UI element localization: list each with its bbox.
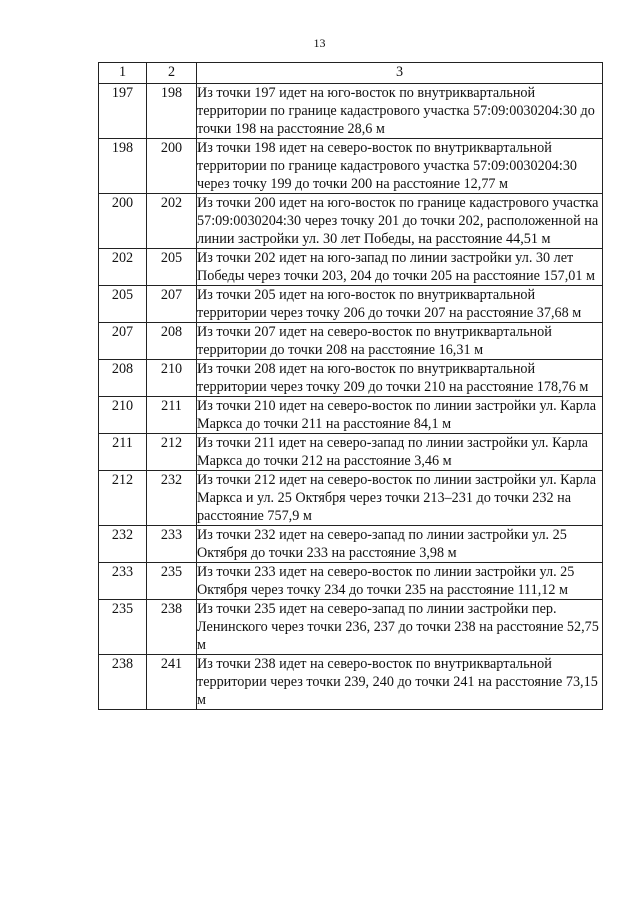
table-row <box>99 139 603 194</box>
description-cell: Из точки 210 идет на северо-восток по линии застройки ул. Карла Маркса до точки 211 на расстояние 84,1 м <box>197 397 603 434</box>
to-point-cell: 233 <box>147 526 197 563</box>
from-point-cell: 207 <box>99 323 147 360</box>
column-header-from: 1 <box>99 63 147 84</box>
page-number: 13 <box>313 36 326 50</box>
table-row <box>99 286 603 323</box>
description-cell: Из точки 211 идет на северо-запад по линии застройки ул. Карла Маркса до точки 212 на расстояние 3,46 м <box>197 434 603 471</box>
description-cell: Из точки 208 идет на юго-восток по внутриквартальной территории через точку 209 до точки 210 на расстояние 178,76 м <box>197 360 603 397</box>
to-point-cell: 238 <box>147 600 197 655</box>
to-point-cell: 212 <box>147 434 197 471</box>
table-header-row <box>99 63 603 84</box>
table-row <box>99 323 603 360</box>
description-cell: Из точки 202 идет на юго-запад по линии застройки ул. 30 лет Победы через точки 203, 204 до точки 205 на расстояние 157,01 м <box>197 249 603 286</box>
from-point-cell: 238 <box>99 655 147 710</box>
column-header-description: 3 <box>197 63 603 84</box>
from-point-cell: 197 <box>99 84 147 139</box>
boundary-description-table <box>98 62 603 710</box>
table-row <box>99 360 603 397</box>
description-cell: Из точки 198 идет на северо-восток по внутриквартальной территории по границе кадастрового участка 57:09:0030204:30 через точку 199 до точки 200 на расстояние 12,77 м <box>197 139 603 194</box>
to-point-cell: 200 <box>147 139 197 194</box>
to-point-cell: 198 <box>147 84 197 139</box>
table-row <box>99 471 603 526</box>
to-point-cell: 211 <box>147 397 197 434</box>
column-header-to: 2 <box>147 63 197 84</box>
description-cell: Из точки 200 идет на юго-восток по границе кадастрового участка 57:09:0030204:30 через точку 201 до точки 202, расположенной на линии застройки ул. 30 лет Победы, на расстояние 44,51 м <box>197 194 603 249</box>
to-point-cell: 210 <box>147 360 197 397</box>
description-cell: Из точки 207 идет на северо-восток по внутриквартальной территории до точки 208 на расстояние 16,31 м <box>197 323 603 360</box>
description-cell: Из точки 238 идет на северо-восток по внутриквартальной территории через точки 239, 240 до точки 241 на расстояние 73,15 м <box>197 655 603 710</box>
description-cell: Из точки 233 идет на северо-восток по линии застройки ул. 25 Октября через точку 234 до точки 235 на расстояние 111,12 м <box>197 563 603 600</box>
from-point-cell: 232 <box>99 526 147 563</box>
from-point-cell: 233 <box>99 563 147 600</box>
to-point-cell: 241 <box>147 655 197 710</box>
table-row <box>99 84 603 139</box>
from-point-cell: 210 <box>99 397 147 434</box>
to-point-cell: 235 <box>147 563 197 600</box>
from-point-cell: 200 <box>99 194 147 249</box>
table-row <box>99 434 603 471</box>
to-point-cell: 208 <box>147 323 197 360</box>
to-point-cell: 205 <box>147 249 197 286</box>
to-point-cell: 232 <box>147 471 197 526</box>
description-cell: Из точки 235 идет на северо-запад по линии застройки пер. Ленинского через точки 236, 237 до точки 238 на расстояние 52,75 м <box>197 600 603 655</box>
description-cell: Из точки 197 идет на юго-восток по внутриквартальной территории по границе кадастрового участка 57:09:0030204:30 до точки 198 на расстояние 28,6 м <box>197 84 603 139</box>
from-point-cell: 202 <box>99 249 147 286</box>
from-point-cell: 205 <box>99 286 147 323</box>
table-row <box>99 397 603 434</box>
table-row <box>99 526 603 563</box>
table-row <box>99 563 603 600</box>
table-row <box>99 249 603 286</box>
to-point-cell: 207 <box>147 286 197 323</box>
description-cell: Из точки 212 идет на северо-восток по линии застройки ул. Карла Маркса и ул. 25 Октября через точки 213–231 до точки 232 на расстояние 757,9 м <box>197 471 603 526</box>
description-cell: Из точки 232 идет на северо-запад по линии застройки ул. 25 Октября до точки 233 на расстояние 3,98 м <box>197 526 603 563</box>
from-point-cell: 208 <box>99 360 147 397</box>
from-point-cell: 235 <box>99 600 147 655</box>
table-row <box>99 600 603 655</box>
from-point-cell: 212 <box>99 471 147 526</box>
from-point-cell: 211 <box>99 434 147 471</box>
from-point-cell: 198 <box>99 139 147 194</box>
table-row <box>99 194 603 249</box>
table-row <box>99 655 603 710</box>
to-point-cell: 202 <box>147 194 197 249</box>
description-cell: Из точки 205 идет на юго-восток по внутриквартальной территории через точку 206 до точки 207 на расстояние 37,68 м <box>197 286 603 323</box>
